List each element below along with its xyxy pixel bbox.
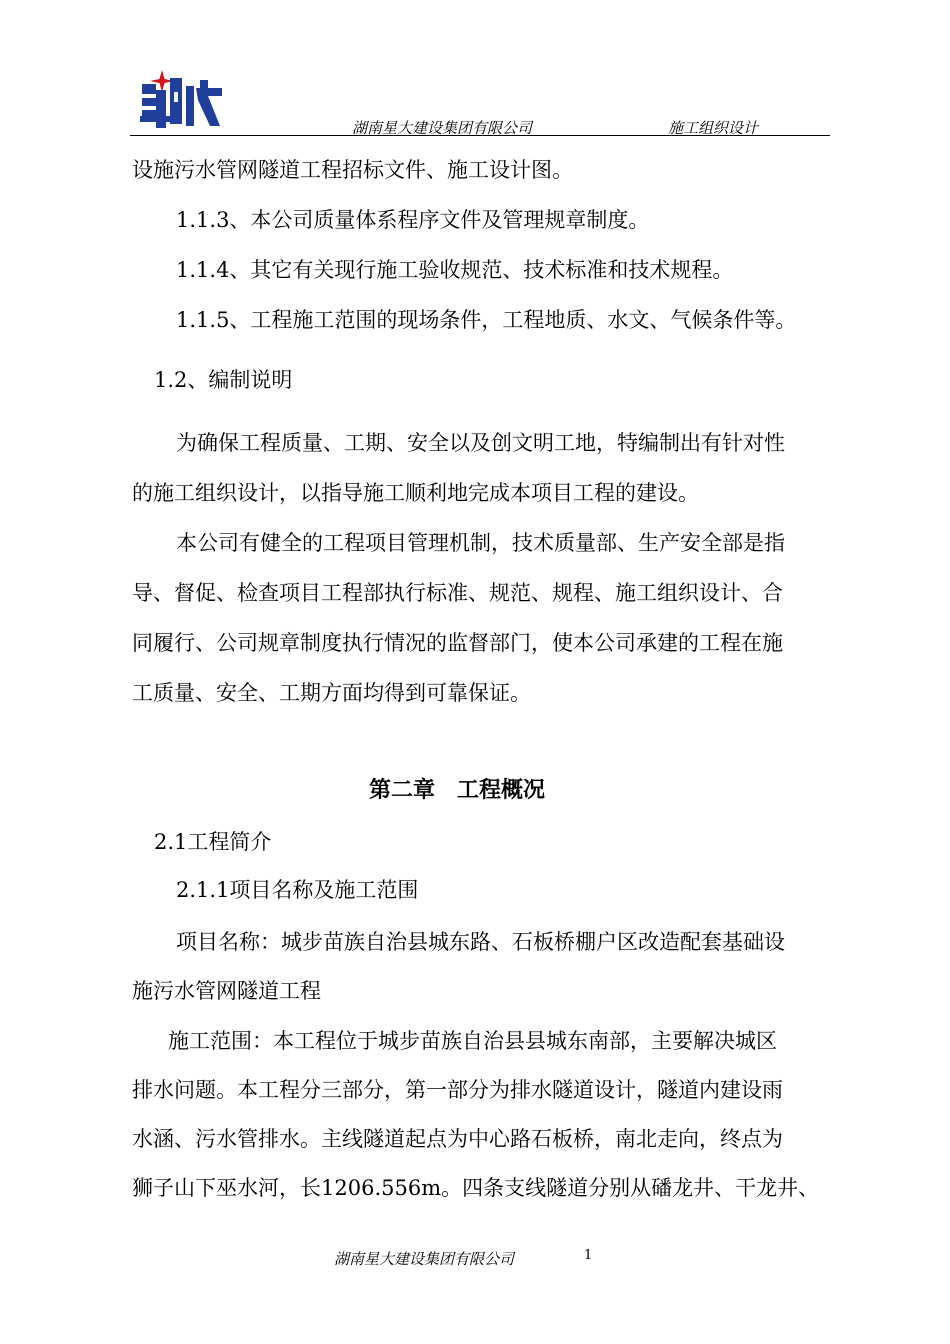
body-line: 狮子山下巫水河，长1206.556m。四条支线隧道分别从磻龙井、干龙井、 — [132, 1176, 820, 1200]
body-line: 水涵、污水管排水。主线隧道起点为中心路石板桥，南北走向，终点为 — [132, 1127, 783, 1151]
header-divider — [130, 135, 830, 136]
header-company-name: 湖南星大建设集团有限公司 — [352, 119, 533, 137]
company-logo — [140, 70, 222, 130]
body-line: 为确保工程质量、工期、安全以及创文明工地，特编制出有针对性 — [176, 431, 785, 455]
chapter-heading: 第二章 工程概况 — [369, 778, 546, 803]
body-line: 1.1.5、工程施工范围的现场条件，工程地质、水文、气候条件等。 — [176, 308, 797, 332]
section-heading: 1.2、编制说明 — [154, 368, 293, 392]
body-line: 项目名称：城步苗族自治县城东路、石板桥棚户区改造配套基础设 — [176, 930, 785, 954]
footer-company-name: 湖南星大建设集团有限公司 — [334, 1250, 515, 1268]
body-line: 1.1.3、本公司质量体系程序文件及管理规章制度。 — [176, 208, 650, 232]
body-line: 工质量、安全、工期方面均得到可靠保证。 — [132, 681, 531, 705]
page-number: 1 — [584, 1248, 593, 1263]
body-line: 排水问题。本工程分三部分，第一部分为排水隧道设计，隧道内建设雨 — [132, 1078, 783, 1102]
body-line: 的施工组织设计，以指导施工顺利地完成本项目工程的建设。 — [132, 481, 699, 505]
body-line: 施污水管网隧道工程 — [132, 979, 321, 1003]
body-line: 同履行、公司规章制度执行情况的监督部门，使本公司承建的工程在施 — [132, 631, 783, 655]
body-line: 设施污水管网隧道工程招标文件、施工设计图。 — [132, 158, 573, 182]
body-line: 本公司有健全的工程项目管理机制，技术质量部、生产安全部是指 — [176, 531, 785, 555]
body-line: 1.1.4、其它有关现行施工验收规范、技术标准和技术规程。 — [176, 258, 734, 282]
header-document-title: 施工组织设计 — [668, 119, 759, 137]
body-line: 施工范围：本工程位于城步苗族自治县县城东南部，主要解决城区 — [168, 1029, 777, 1053]
subsection-heading: 2.1.1项目名称及施工范围 — [176, 878, 419, 902]
section-heading: 2.1工程简介 — [154, 830, 272, 854]
body-line: 导、督促、检查项目工程部执行标准、规范、规程、施工组织设计、合 — [132, 581, 783, 605]
